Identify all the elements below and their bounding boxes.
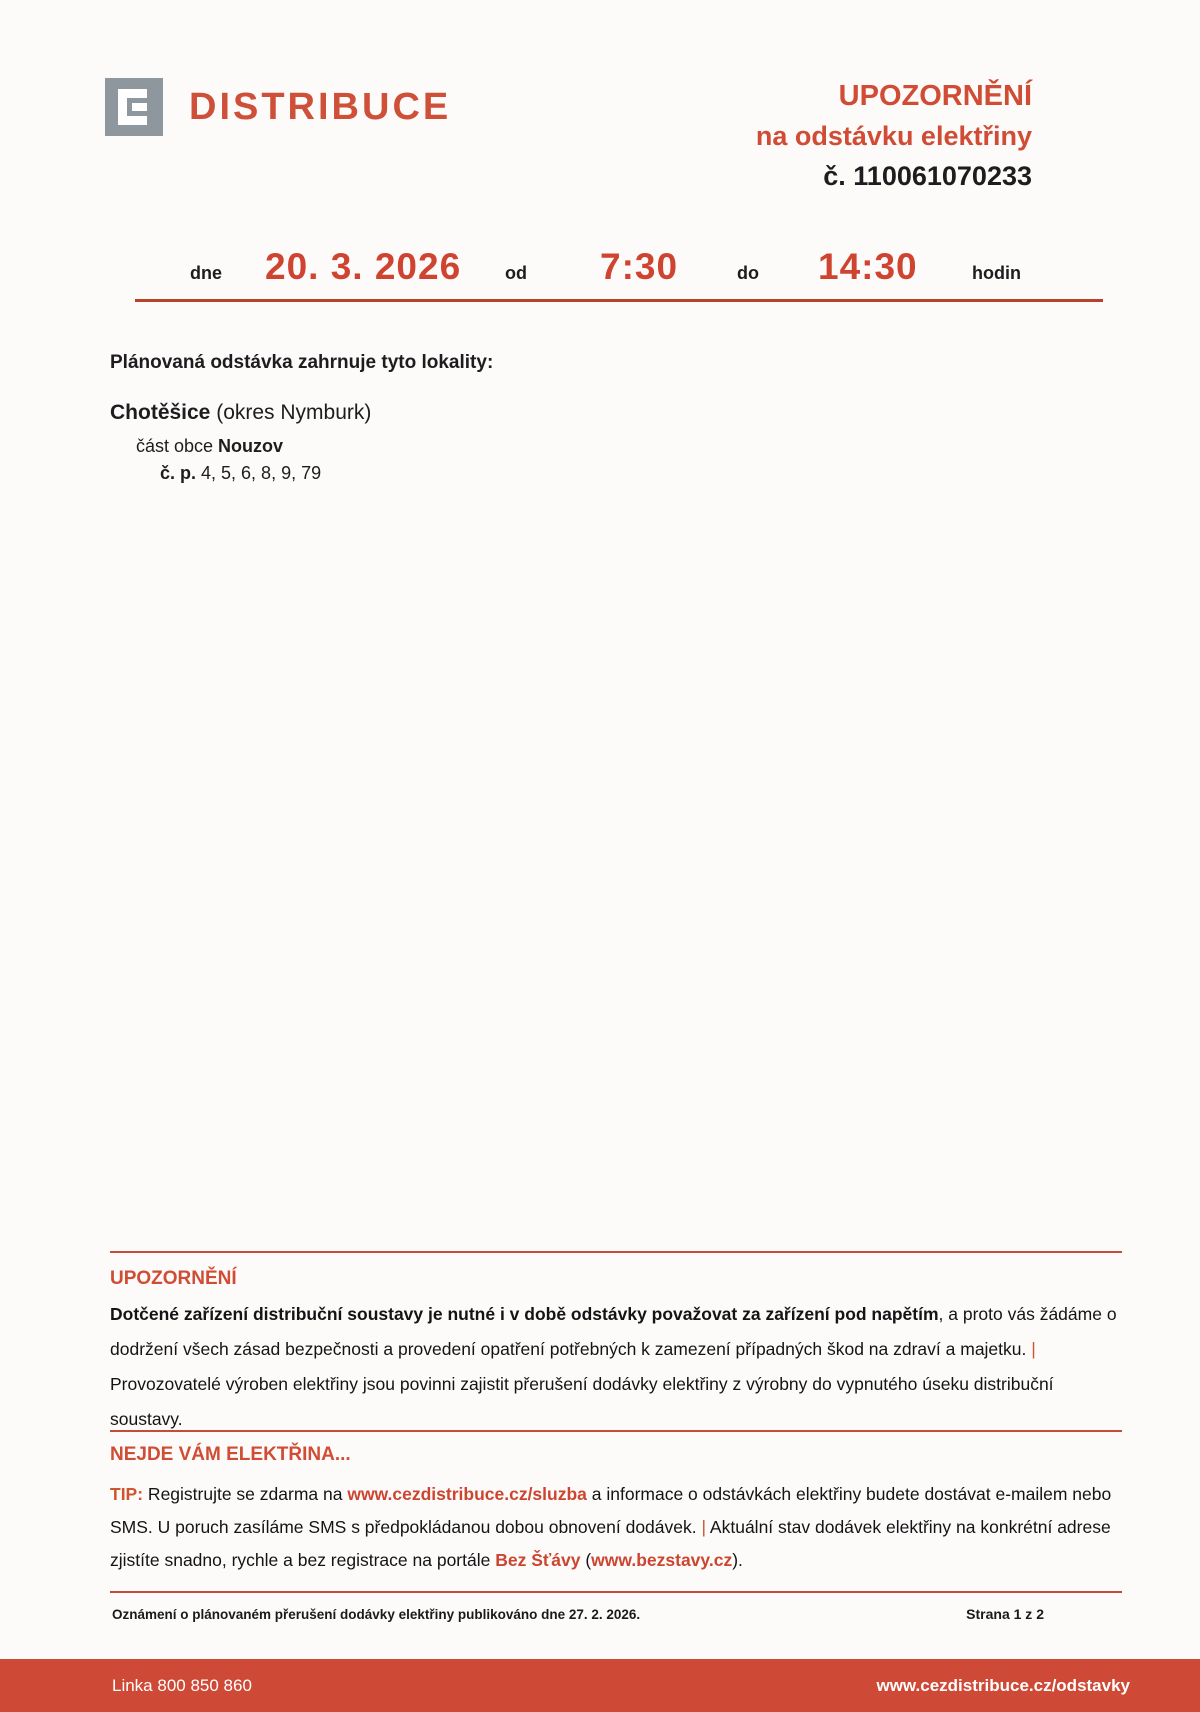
notice-title-line2: na odstávku elektřiny xyxy=(755,121,1032,151)
warning-bold-text: Dotčené zařízení distribuční soustavy je nutné i v době odstávky považovat za zařízení pod napětím xyxy=(110,1304,939,1324)
footer-bar xyxy=(0,1659,1200,1712)
time-from: 7:30 xyxy=(600,246,679,287)
district-name: (okres Nymburk) xyxy=(210,401,372,424)
warning-paragraph xyxy=(110,1297,1128,1437)
no-power-heading: NEJDE VÁM ELEKTŘINA... xyxy=(110,1444,351,1465)
locality-part xyxy=(136,436,493,457)
no-power-paragraph xyxy=(110,1478,1128,1577)
locality-municipality xyxy=(110,401,493,425)
outage-date: 20. 3. 2026 xyxy=(265,246,462,287)
date-label: dne xyxy=(190,263,223,283)
tip-text-3: Aktuální stav dodávek elektřiny na konkrétní adrese zjistíte snadno, rychle a bez registrace na portále xyxy=(110,1517,1111,1570)
part-label: část obce xyxy=(136,436,219,456)
hours-label: hodin xyxy=(972,263,1021,283)
cp-numbers: 4, 5, 6, 8, 9, 79 xyxy=(201,463,322,483)
localities-heading: Plánovaná odstávka zahrnuje tyto lokality: xyxy=(110,352,494,373)
published-note: Oznámení o plánovaném přerušení dodávky elektřiny publikováno dne 27. 2. 2026. xyxy=(112,1607,641,1622)
warning-heading: UPOZORNĚNÍ xyxy=(110,1268,237,1289)
time-to: 14:30 xyxy=(818,246,918,287)
tip-text-1: Registrujte se zdarma na xyxy=(143,1484,348,1504)
cp-label: č. p. xyxy=(160,463,202,483)
locality-house-numbers xyxy=(160,463,493,484)
from-label: od xyxy=(505,263,527,283)
page-number: Strana 1 z 2 xyxy=(966,1606,1044,1622)
separator-line xyxy=(110,1591,1122,1593)
warning-pipe-separator: | xyxy=(1031,1339,1036,1359)
header-brand xyxy=(105,78,451,136)
warning-text-tail: Provozovatelé výroben elektřiny jsou povinni zajistit přerušení dodávky elektřiny z výrobny do vypnutého úseku distribuční soustavy. xyxy=(110,1374,1054,1429)
warning-text: , a proto vás žádáme o dodržení všech zásad bezpečnosti a provedení opatření potřebných k zamezení případných škod na zdraví a majetku. xyxy=(110,1304,1117,1359)
cez-logo-icon xyxy=(105,78,163,136)
brand-name: DISTRIBUCE xyxy=(189,85,452,128)
tip-text-2: a informace o odstávkách elektřiny budete dostávat e-mailem nebo SMS. U poruch zasíláme SMS s předpokládanou dobou obnovení dodávek. xyxy=(110,1484,1112,1537)
outages-website-link[interactable]: www.cezdistribuce.cz/odstavky xyxy=(876,1675,1130,1695)
notice-title-block xyxy=(756,76,1032,196)
localities-section xyxy=(110,352,493,484)
tip-text-4: ( xyxy=(580,1550,592,1570)
tip-label: TIP: xyxy=(110,1484,144,1504)
notice-number: č. 110061070233 xyxy=(823,161,1032,191)
schedule-underline xyxy=(135,299,1103,302)
to-label: do xyxy=(737,263,759,283)
notice-title-line1: UPOZORNĚNÍ xyxy=(838,80,1032,112)
municipality-name: Chotěšice xyxy=(110,401,211,424)
separator-line xyxy=(110,1251,1122,1253)
portal-name: Bez Šťávy xyxy=(495,1550,581,1570)
bezstavy-link[interactable]: www.bezstavy.cz xyxy=(591,1550,733,1570)
footer-note-row xyxy=(112,1606,1122,1622)
tip-text-5: ). xyxy=(732,1550,743,1570)
tip-pipe-separator: | xyxy=(701,1517,707,1537)
sluzba-link[interactable]: www.cezdistribuce.cz/sluzba xyxy=(347,1484,587,1504)
hotline-phone: Linka 800 850 860 xyxy=(112,1675,252,1695)
part-name: Nouzov xyxy=(218,436,284,456)
